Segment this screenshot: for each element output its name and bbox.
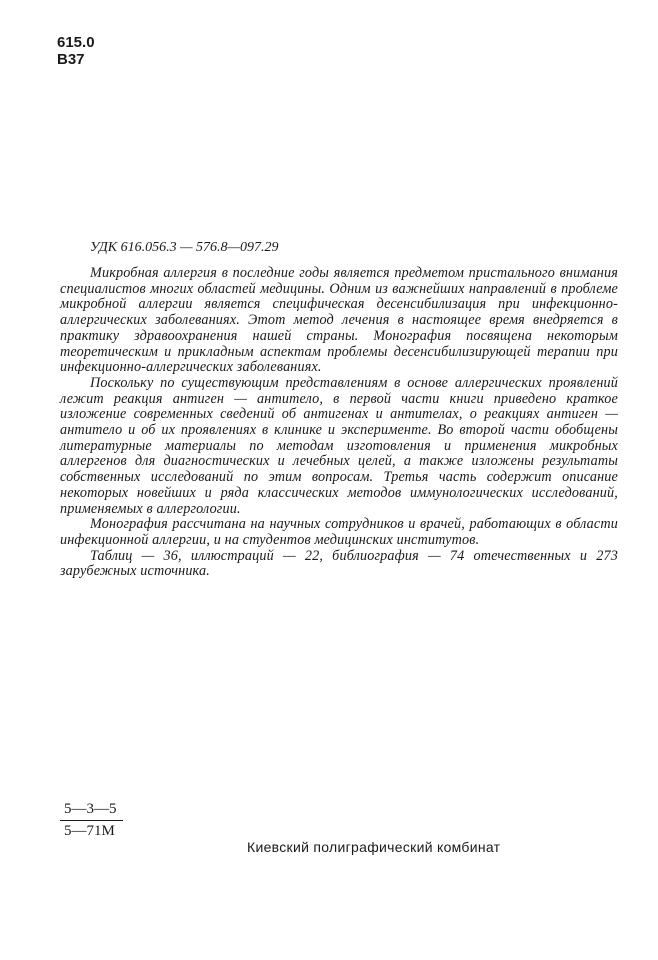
annotation-text <box>60 266 618 580</box>
udk-code: УДК 616.056.3 — 576.8—097.29 <box>90 240 279 255</box>
classmark-author-mark: В37 <box>57 51 85 68</box>
publication-index <box>60 801 123 840</box>
annotation-paragraph: Таблиц — 36, иллюстраций — 22, библиография — 74 отечественных и 273 зарубежных источника. <box>60 547 618 580</box>
library-classmark <box>57 34 95 68</box>
publication-index-denominator: 5—71М <box>64 823 115 839</box>
annotation-paragraph: Микробная аллергия в последние годы является предметом пристального внимания специалистов многих областей медицины. Одним из важнейших направлений в проблеме микробной аллергии является специфическая десенсибилизация при инфекционно-аллергических заболеваниях. Этот метод лечения в настоящее время внедряется в практику здравоохранения нашей страны. Монография посвящена некоторым теоретическим и прикладным аспектам проблемы десенсибилизирующей терапии при инфекционно-аллергических заболеваниях. <box>60 265 618 376</box>
annotation-paragraph: Монография рассчитана на научных сотрудников и врачей, работающих в области инфекционной аллергии, и на студентов медицинских институтов. <box>60 516 618 548</box>
publication-index-numerator: 5—3—5 <box>60 801 123 821</box>
classmark-bbk-code: 615.0 <box>57 34 95 51</box>
annotation-paragraph: Поскольку по существующим представлениям в основе аллергических проявлений лежит реакция антиген — антитело, в первой части книги приведено краткое изложение современных сведений об антигенах и антителах, о реакциях антиген — антитело и об их проявлениях в клинике и эксперименте. Во второй части обобщены литературные материалы по методам изготовления и применения микробных аллергенов для диагностических и лечебных целей, а также изложены результаты собственных исследований по этим вопросам. Третья часть содержит описание некоторых новейших и ряда классических методов иммунологических исследований, применяемых в аллергологии. <box>60 374 618 517</box>
printer-name: Киевский полиграфический комбинат <box>247 839 501 855</box>
